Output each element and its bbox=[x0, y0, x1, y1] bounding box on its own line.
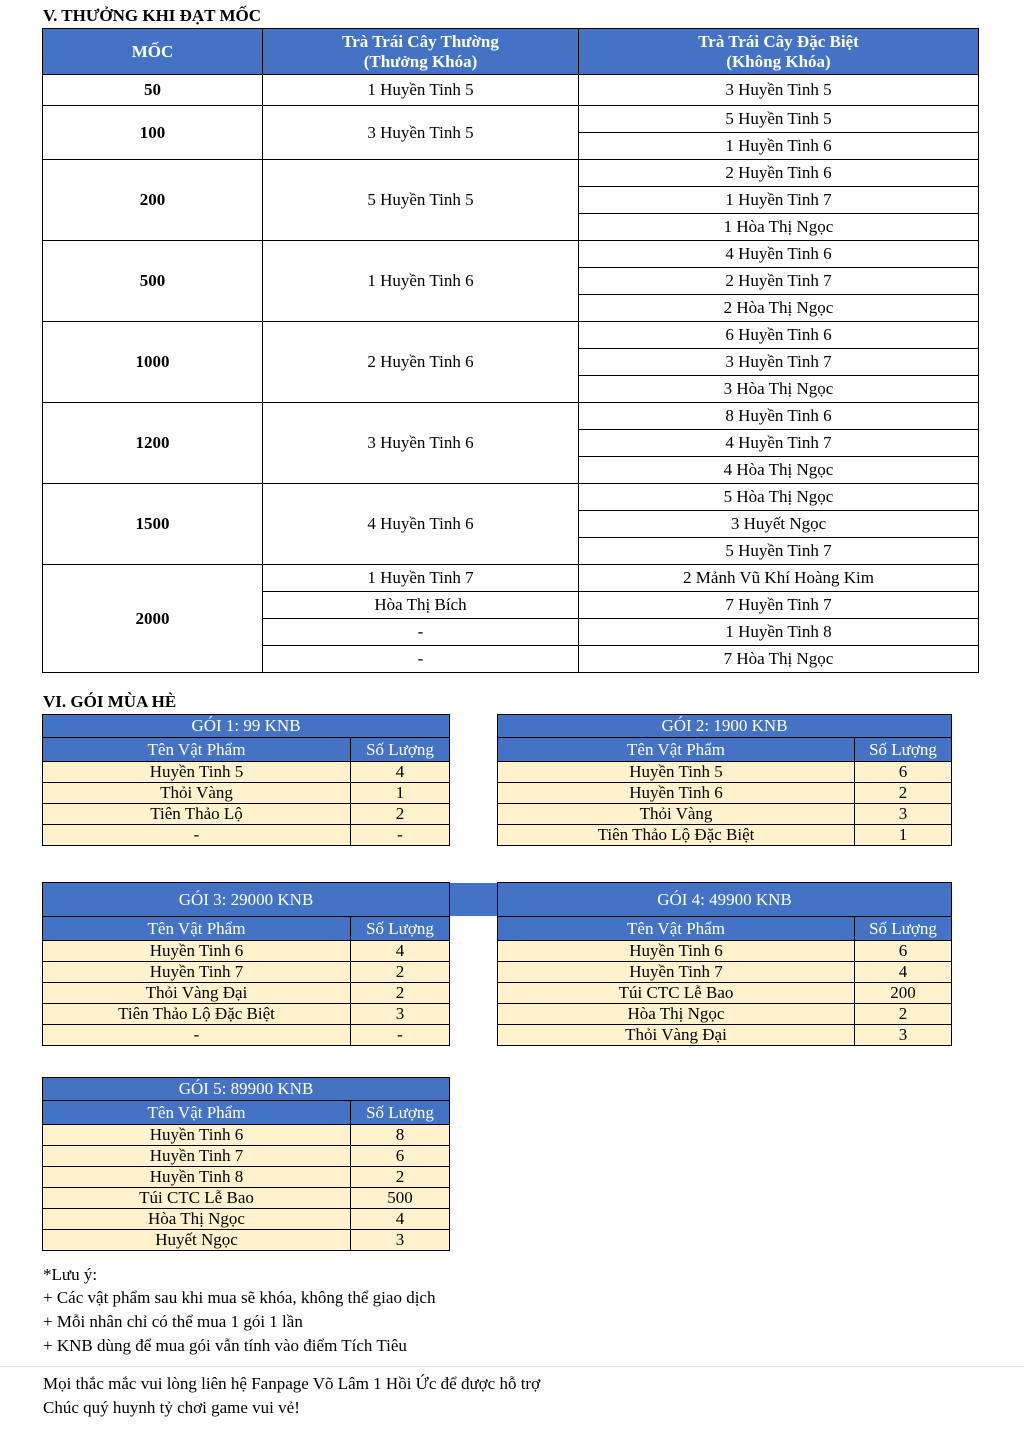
package-5-table bbox=[42, 1077, 450, 1251]
normal-reward-cell: 4 Huyền Tinh 6 bbox=[263, 484, 579, 565]
column-header-item-name: Tên Vật Phẩm bbox=[498, 917, 855, 941]
package-3-table bbox=[42, 882, 450, 1046]
package-item-row bbox=[43, 1209, 450, 1230]
milestone-value: 200 bbox=[43, 160, 263, 241]
package-title: GÓI 4: 49900 KNB bbox=[498, 883, 952, 917]
special-reward-cell: 4 Hòa Thị Ngọc bbox=[579, 457, 979, 484]
item-name-cell: Tiên Thảo Lộ bbox=[43, 804, 351, 825]
item-quantity-cell: 1 bbox=[855, 825, 952, 846]
special-reward-cell: 2 Hòa Thị Ngọc bbox=[579, 295, 979, 322]
item-quantity-cell: 4 bbox=[855, 962, 952, 983]
item-name-cell: Huyền Tinh 5 bbox=[43, 762, 351, 783]
normal-reward-cell: 3 Huyền Tinh 6 bbox=[263, 403, 579, 484]
package-item-row bbox=[43, 783, 450, 804]
package-item-row bbox=[43, 1188, 450, 1209]
column-header-item-name: Tên Vật Phẩm bbox=[498, 738, 855, 762]
column-header-quantity: Số Lượng bbox=[351, 738, 450, 762]
package-item-row bbox=[43, 1146, 450, 1167]
item-quantity-cell: 2 bbox=[351, 1167, 450, 1188]
note-line-locked: + Các vật phẩm sau khi mua sẽ khóa, không thể giao dịch bbox=[43, 1288, 436, 1307]
note-line-once: + Mỗi nhân chỉ có thể mua 1 gói 1 lần bbox=[43, 1312, 303, 1331]
header-special-tea-line1: Trà Trái Cây Đặc Biệt bbox=[698, 31, 859, 51]
item-name-cell: Huyết Ngọc bbox=[43, 1230, 351, 1251]
package-item-row bbox=[43, 804, 450, 825]
milestone-value: 1000 bbox=[43, 322, 263, 403]
normal-reward-cell: 1 Huyền Tinh 6 bbox=[263, 241, 579, 322]
package-item-row bbox=[43, 1004, 450, 1025]
normal-reward-cell: Hòa Thị Bích bbox=[263, 592, 579, 619]
item-quantity-cell: 2 bbox=[351, 983, 450, 1004]
normal-reward-cell: - bbox=[263, 619, 579, 646]
special-reward-cell: 5 Hòa Thị Ngọc bbox=[579, 484, 979, 511]
milestone-row bbox=[43, 565, 979, 592]
item-quantity-cell: 3 bbox=[855, 804, 952, 825]
special-reward-cell: 8 Huyền Tinh 6 bbox=[579, 403, 979, 430]
package-item-row bbox=[498, 825, 952, 846]
item-quantity-cell: - bbox=[351, 825, 450, 846]
item-quantity-cell: 4 bbox=[351, 1209, 450, 1230]
item-quantity-cell: 2 bbox=[855, 783, 952, 804]
item-name-cell: Thỏi Vàng Đại bbox=[498, 1025, 855, 1046]
item-name-cell: Huyền Tinh 7 bbox=[43, 962, 351, 983]
package-item-row bbox=[498, 762, 952, 783]
item-name-cell: Huyền Tinh 8 bbox=[43, 1167, 351, 1188]
package-item-row bbox=[43, 762, 450, 783]
item-quantity-cell: 6 bbox=[855, 762, 952, 783]
package-4-table bbox=[497, 882, 952, 1046]
special-reward-cell: 7 Hòa Thị Ngọc bbox=[579, 646, 979, 673]
milestone-row bbox=[43, 106, 979, 133]
package-item-row bbox=[43, 941, 450, 962]
item-quantity-cell: 6 bbox=[351, 1146, 450, 1167]
package-item-row bbox=[498, 1025, 952, 1046]
item-quantity-cell: 4 bbox=[351, 762, 450, 783]
item-name-cell: Thỏi Vàng Đại bbox=[43, 983, 351, 1004]
milestone-row bbox=[43, 484, 979, 511]
item-name-cell: Huyền Tinh 7 bbox=[498, 962, 855, 983]
item-quantity-cell: 8 bbox=[351, 1125, 450, 1146]
normal-reward-cell: 1 Huyền Tinh 7 bbox=[263, 565, 579, 592]
package-item-row bbox=[43, 983, 450, 1004]
normal-reward-cell: 2 Huyền Tinh 6 bbox=[263, 322, 579, 403]
special-reward-cell: 7 Huyền Tinh 7 bbox=[579, 592, 979, 619]
package-item-row bbox=[43, 1230, 450, 1251]
item-quantity-cell: 2 bbox=[351, 804, 450, 825]
special-reward-cell: 2 Huyền Tinh 6 bbox=[579, 160, 979, 187]
milestone-value: 1500 bbox=[43, 484, 263, 565]
item-quantity-cell: 500 bbox=[351, 1188, 450, 1209]
milestone-value: 100 bbox=[43, 106, 263, 160]
package-item-row bbox=[43, 1125, 450, 1146]
special-reward-cell: 2 Huyền Tinh 7 bbox=[579, 268, 979, 295]
milestone-value: 1200 bbox=[43, 403, 263, 484]
milestone-row bbox=[43, 322, 979, 349]
item-quantity-cell: 4 bbox=[351, 941, 450, 962]
footer-divider bbox=[0, 1366, 1024, 1367]
package-item-row bbox=[498, 783, 952, 804]
milestone-rewards-table bbox=[42, 28, 979, 673]
special-reward-cell: 4 Huyền Tinh 7 bbox=[579, 430, 979, 457]
milestone-value: 50 bbox=[43, 75, 263, 106]
milestone-row bbox=[43, 403, 979, 430]
column-header-quantity: Số Lượng bbox=[855, 917, 952, 941]
header-normal-tea bbox=[263, 29, 579, 75]
milestone-value: 500 bbox=[43, 241, 263, 322]
item-name-cell: Túi CTC Lễ Bao bbox=[498, 983, 855, 1004]
special-reward-cell: 2 Mảnh Vũ Khí Hoàng Kim bbox=[579, 565, 979, 592]
item-name-cell: Túi CTC Lễ Bao bbox=[43, 1188, 351, 1209]
normal-reward-cell: 1 Huyền Tinh 5 bbox=[263, 75, 579, 106]
milestone-row bbox=[43, 241, 979, 268]
special-reward-cell: 3 Huyền Tinh 7 bbox=[579, 349, 979, 376]
special-reward-cell: 1 Huyền Tinh 6 bbox=[579, 133, 979, 160]
special-reward-cell: 6 Huyền Tinh 6 bbox=[579, 322, 979, 349]
item-name-cell: - bbox=[43, 1025, 351, 1046]
section-6-title: VI. GÓI MÙA HÈ bbox=[43, 692, 177, 711]
item-name-cell: Huyền Tinh 6 bbox=[498, 783, 855, 804]
package-title: GÓI 1: 99 KNB bbox=[43, 715, 450, 738]
special-reward-cell: 5 Huyền Tinh 7 bbox=[579, 538, 979, 565]
footer-wish: Chúc quý huynh tỷ chơi game vui vẻ! bbox=[43, 1398, 300, 1417]
header-normal-tea-line1: Trà Trái Cây Thường bbox=[342, 31, 499, 51]
item-quantity-cell: 6 bbox=[855, 941, 952, 962]
package-title: GÓI 2: 1900 KNB bbox=[498, 715, 952, 738]
item-quantity-cell: 2 bbox=[351, 962, 450, 983]
item-quantity-cell: 3 bbox=[351, 1004, 450, 1025]
special-reward-cell: 4 Huyền Tinh 6 bbox=[579, 241, 979, 268]
special-reward-cell: 3 Hòa Thị Ngọc bbox=[579, 376, 979, 403]
package-item-row bbox=[43, 825, 450, 846]
item-quantity-cell: 1 bbox=[351, 783, 450, 804]
header-normal-tea-line2: (Thưởng Khóa) bbox=[363, 51, 478, 71]
package-2-table bbox=[497, 714, 952, 846]
item-name-cell: Thỏi Vàng bbox=[43, 783, 351, 804]
column-header-item-name: Tên Vật Phẩm bbox=[43, 738, 351, 762]
header-connector-band bbox=[449, 883, 497, 916]
milestone-row bbox=[43, 75, 979, 106]
item-quantity-cell: - bbox=[351, 1025, 450, 1046]
item-quantity-cell: 2 bbox=[855, 1004, 952, 1025]
normal-reward-cell: - bbox=[263, 646, 579, 673]
package-item-row bbox=[43, 962, 450, 983]
column-header-item-name: Tên Vật Phẩm bbox=[43, 1101, 351, 1125]
column-header-quantity: Số Lượng bbox=[855, 738, 952, 762]
package-1-table bbox=[42, 714, 450, 846]
milestone-row bbox=[43, 160, 979, 187]
note-line-knb: + KNB dùng để mua gói vẫn tính vào điểm Tích Tiêu bbox=[43, 1336, 407, 1355]
item-name-cell: Hòa Thị Ngọc bbox=[498, 1004, 855, 1025]
special-reward-cell: 5 Huyền Tinh 5 bbox=[579, 106, 979, 133]
package-title: GÓI 5: 89900 KNB bbox=[43, 1078, 450, 1101]
item-name-cell: - bbox=[43, 825, 351, 846]
footer-contact: Mọi thắc mắc vui lòng liên hệ Fanpage Võ Lâm 1 Hồi Ức để được hỗ trợ bbox=[43, 1374, 541, 1393]
special-reward-cell: 3 Huyền Tinh 5 bbox=[579, 75, 979, 106]
package-item-row bbox=[498, 804, 952, 825]
section-5-title: V. THƯỞNG KHI ĐẠT MỐC bbox=[43, 6, 262, 25]
column-header-quantity: Số Lượng bbox=[351, 917, 450, 941]
special-reward-cell: 1 Huyền Tinh 8 bbox=[579, 619, 979, 646]
item-name-cell: Thỏi Vàng bbox=[498, 804, 855, 825]
item-quantity-cell: 3 bbox=[855, 1025, 952, 1046]
column-header-item-name: Tên Vật Phẩm bbox=[43, 917, 351, 941]
package-item-row bbox=[498, 1004, 952, 1025]
package-item-row bbox=[498, 941, 952, 962]
milestone-value: 2000 bbox=[43, 565, 263, 673]
normal-reward-cell: 5 Huyền Tinh 5 bbox=[263, 160, 579, 241]
package-item-row bbox=[43, 1167, 450, 1188]
item-name-cell: Huyền Tinh 6 bbox=[498, 941, 855, 962]
item-name-cell: Huyền Tinh 5 bbox=[498, 762, 855, 783]
item-name-cell: Hòa Thị Ngọc bbox=[43, 1209, 351, 1230]
normal-reward-cell: 3 Huyền Tinh 5 bbox=[263, 106, 579, 160]
note-label: *Lưu ý: bbox=[43, 1265, 98, 1284]
item-name-cell: Huyền Tinh 7 bbox=[43, 1146, 351, 1167]
item-name-cell: Tiên Thảo Lộ Đặc Biệt bbox=[43, 1004, 351, 1025]
package-item-row bbox=[498, 983, 952, 1004]
header-special-tea bbox=[579, 29, 979, 75]
header-moc: MỐC bbox=[43, 29, 263, 75]
package-item-row bbox=[498, 962, 952, 983]
item-name-cell: Huyền Tinh 6 bbox=[43, 941, 351, 962]
item-name-cell: Huyền Tinh 6 bbox=[43, 1125, 351, 1146]
special-reward-cell: 3 Huyết Ngọc bbox=[579, 511, 979, 538]
package-title: GÓI 3: 29000 KNB bbox=[43, 883, 450, 917]
special-reward-cell: 1 Hòa Thị Ngọc bbox=[579, 214, 979, 241]
item-name-cell: Tiên Thảo Lộ Đặc Biệt bbox=[498, 825, 855, 846]
package-item-row bbox=[43, 1025, 450, 1046]
header-special-tea-line2: (Không Khóa) bbox=[726, 51, 831, 71]
item-quantity-cell: 200 bbox=[855, 983, 952, 1004]
special-reward-cell: 1 Huyền Tinh 7 bbox=[579, 187, 979, 214]
item-quantity-cell: 3 bbox=[351, 1230, 450, 1251]
column-header-quantity: Số Lượng bbox=[351, 1101, 450, 1125]
